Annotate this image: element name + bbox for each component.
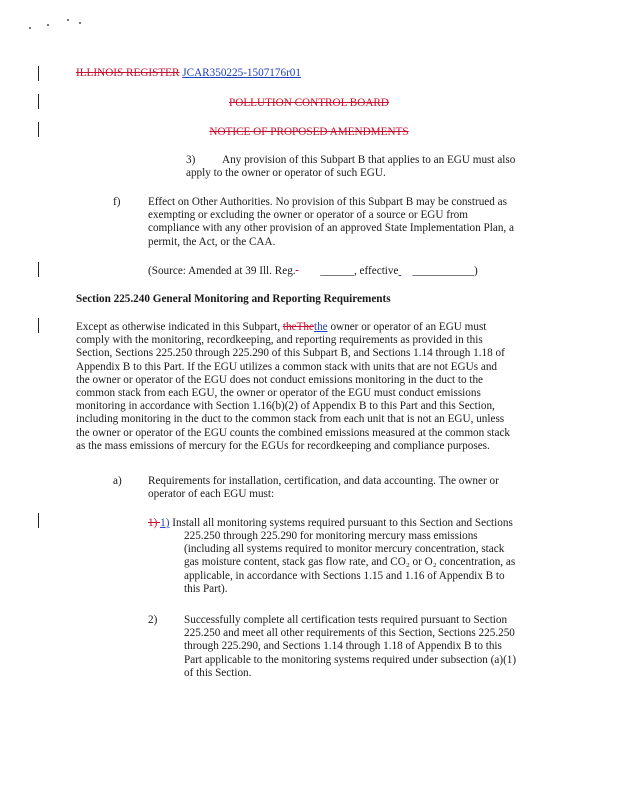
item-a-number: a): [113, 475, 122, 487]
item-a-text: [148, 475, 538, 501]
text-line: gas moisture content, stack gas flow rate, and CO₂ or O₂ concentration, as: [184, 556, 516, 569]
text-line: [76, 321, 545, 334]
sub-1-deleted-number: 1): [148, 517, 161, 529]
text-line: Any provision of this Subpart B that applies to an EGU must also: [222, 154, 516, 166]
text-line: the owner or operator of the EGU counts the combined emissions measured at the common stack: [76, 426, 511, 439]
text-line: Successfully complete all certification tests required pursuant to Section: [184, 614, 508, 626]
register-inserted: JCAR350225-1507176r01: [182, 67, 301, 79]
register-header: [76, 67, 301, 80]
source-note: [148, 265, 478, 278]
intro-inserted: the: [313, 321, 328, 333]
text-line: Appendix B to this Part. If the EGU utilizes a common stack with units that are not EGUs and: [76, 360, 498, 373]
scan-speck: [47, 24, 49, 26]
text-line: through 225.290, and Sections 1.14 through 1.18 of Appendix B to this: [184, 640, 502, 653]
item-f-number: f): [113, 196, 121, 208]
text-line: Effect on Other Authorities. No provision of this Subpart B may be construed as: [148, 196, 507, 208]
register-deleted: ILLINOIS REGISTER: [76, 67, 180, 79]
inserted-space: [398, 265, 412, 278]
text-line: apply to the owner or operator of such EGU.: [186, 167, 386, 180]
text-line: as the mass emissions of mercury for the EGUs for recordkeeping and compliance purposes.: [76, 439, 490, 452]
text-line: including monitoring in the duct to the common stack from each unit that is not an EGU, unless: [76, 413, 505, 426]
source-suffix: ): [474, 265, 478, 277]
section-heading: Section 225.240 General Monitoring and Reporting Requirements: [76, 293, 391, 305]
section-body: [76, 321, 545, 453]
source-effective: , effective: [353, 265, 399, 277]
source-blank-2: ___________: [412, 265, 474, 277]
sub-1-line: [148, 517, 513, 530]
text-line: the owner or operator of the EGU does not conduct emissions monitoring in the duct to the: [76, 373, 484, 386]
notice-title: NOTICE OF PROPOSED AMENDMENTS: [209, 126, 409, 138]
text-line: 225.250 through 225.290 for monitoring mercury mass emissions: [184, 530, 478, 542]
board-title: POLLUTION CONTROL BOARD: [229, 97, 389, 109]
text-line: Section, Sections 225.250 through 225.290 of this Subpart B, and Sections 1.14 through 1.18 of: [76, 347, 505, 360]
scan-speck: [67, 19, 69, 21]
change-bar: [38, 318, 39, 333]
intro-start: Except as otherwise indicated in this Subpart,: [76, 321, 283, 333]
sub-2-text: [184, 614, 546, 680]
sub-1-first-line: Install all monitoring systems required pursuant to this Section and Sections: [169, 517, 513, 529]
source-blank-1: ______: [320, 265, 354, 277]
text-line: common stack from each EGU, the owner or operator of the EGU must conduct emissions: [76, 386, 481, 399]
sub-2-number: 2): [148, 614, 158, 626]
sub-1-inserted-number: 1): [160, 517, 170, 529]
item-f-text: [148, 196, 548, 249]
text-line: permit, the Act, or the CAA.: [148, 235, 276, 248]
scan-speck: [79, 22, 81, 24]
change-bar: [38, 513, 39, 528]
intro-rest: owner or operator of an EGU must: [327, 321, 487, 333]
change-bar: [38, 262, 39, 277]
text-line: Part applicable to the monitoring systems required under subsection (a)(1): [184, 653, 517, 666]
sub-1-text: [184, 530, 546, 596]
deleted-space: [296, 265, 318, 278]
item-3-text: [186, 154, 546, 180]
text-line: (including all systems required to monitor mercury concentration, stack: [184, 543, 505, 556]
item-3-number: 3): [186, 154, 196, 166]
text-line: this Part).: [184, 582, 228, 595]
change-bar: [38, 66, 39, 81]
text-line: of this Section.: [184, 666, 252, 679]
text-line: comply with the monitoring, recordkeeping, and reporting requirements as provided in this: [76, 334, 483, 347]
scan-speck: [29, 27, 31, 29]
text-line: operator of each EGU must:: [148, 488, 275, 501]
text-line: exempting or excluding the owner or operator of a source or EGU from: [148, 209, 468, 222]
text-line: Requirements for installation, certification, and data accounting. The owner or: [148, 475, 499, 487]
source-prefix: (Source: Amended at 39 Ill. Reg.: [148, 265, 296, 277]
text-line: compliance with any other provision of an approved State Implementation Plan, a: [148, 222, 514, 235]
text-line: 225.250 and meet all other requirements of this Section, Sections 225.250: [184, 627, 515, 640]
text-line: applicable, in accordance with Sections 1.15 and 1.16 of Appendix B to: [184, 569, 505, 582]
intro-deleted: theThe: [282, 321, 314, 333]
text-line: monitoring in accordance with Section 1.16(b)(2) of Appendix B to this Part and this Section,: [76, 400, 495, 413]
